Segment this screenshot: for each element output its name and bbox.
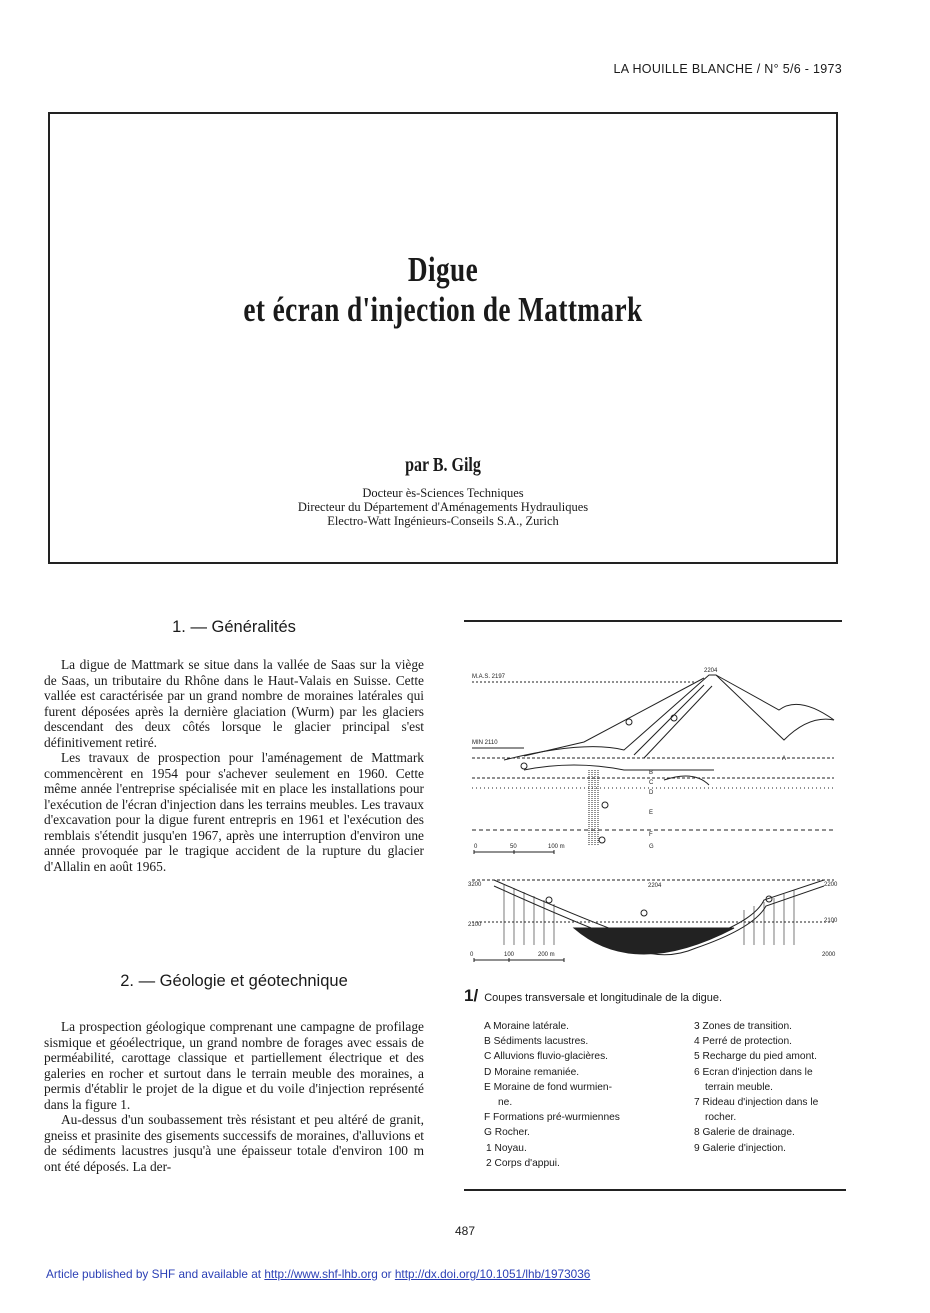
legend-item: F Formations pré-wurmiennes	[484, 1112, 620, 1124]
legend-item: 9 Galerie d'injection.	[694, 1142, 786, 1154]
paragraph: La digue de Mattmark se situe dans la vallée de Saas sur la viège de Saas, un tributaire du Rhône dans le Haut-Valais en Suisse. Cette vallée est caractérisée par un grand nombre de moraines latérales qui furent déposées après la dernière glaciation (Wurm) par les glaciers descendant des deux côtés lorsque le glacier principal s'est définitivement retiré.	[44, 657, 424, 750]
figure-top-rule	[464, 620, 842, 622]
scale2-0: 0	[470, 952, 474, 958]
paragraph: Les travaux de prospection pour l'aménagement de Mattmark commencèrent en 1954 pour s'achever seulement en 1960. Cette même année l'entreprise spécialisée mit en place les installations pour l'exécution de l'écran d'injection dans les terrains meubles. Les travaux d'excavation pour la digue furent entrepris en 1961 et l'exécution des remblais s'étendit jusqu'en 1967, après une interruption d'environ une année provoquée par le tragique accident de la rupture du glacier d'Allalin en août 1965.	[44, 750, 424, 874]
figure-legend-left	[484, 1019, 620, 1171]
legend-item: 4 Perré de protection.	[694, 1036, 792, 1048]
label-min: MIN 2110	[472, 740, 498, 746]
elev-left-top: 3200	[468, 882, 482, 888]
legend-item: 2 Corps d'appui.	[486, 1157, 560, 1169]
legend-item: 3 Zones de transition.	[694, 1021, 792, 1032]
label-crest: 2204	[704, 668, 718, 674]
dam-cross-section-figure	[464, 660, 844, 970]
title-line-2: et écran d'injection de Mattmark	[243, 290, 643, 329]
legend-item: A Moraine latérale.	[484, 1021, 569, 1032]
zone-c: C	[649, 780, 654, 786]
title-line-1: Digue	[407, 250, 479, 289]
elev-right-top: 2200	[824, 882, 838, 888]
zone-g: G	[649, 844, 654, 850]
affiliation-2: Directeur du Département d'Aménagements Hydrauliques	[297, 500, 589, 514]
affiliation-1: Docteur ès-Sciences Techniques	[362, 486, 524, 500]
legend-item: 5 Recharge du pied amont.	[694, 1051, 817, 1063]
zone-f: F	[649, 832, 653, 838]
legend-item: C Alluvions fluvio-glacières.	[484, 1051, 609, 1063]
scale2-200: 200 m	[538, 952, 555, 958]
footer-link-doi[interactable]: http://dx.doi.org/10.1051/lhb/1973036	[394, 1267, 591, 1281]
paragraph: La prospection géologique comprenant une campagne de profilage sismique et géoélectrique, un grand nombre de forages avec essais de perméabilité, carottage classique et partiellement électrique et des galeries en rocher et surtout dans le terrain meuble des moraines, a permis d'établir le projet de la digue et du voile d'injection représenté dans la figure 1.	[44, 1019, 424, 1112]
figure-legend-right	[694, 1019, 818, 1156]
footer-link-shf[interactable]: http://www.shf-lhb.org	[264, 1267, 378, 1281]
zone-b: B	[649, 770, 654, 776]
footer-middle: or	[377, 1267, 395, 1281]
scale1-0: 0	[474, 844, 478, 850]
figure-caption-text: Coupes transversale et longitudinale de la digue.	[484, 992, 723, 1004]
section-heading-2: 2. — Géologie et géotechnique	[120, 972, 348, 990]
legend-item: ne.	[498, 1097, 513, 1109]
scale1-50: 50	[510, 844, 517, 850]
legend-item: 7 Rideau d'injection dans le	[694, 1097, 819, 1109]
journal-header: LA HOUILLE BLANCHE / N° 5/6 - 1973	[613, 62, 842, 76]
label-mas: M.A.S. 2197	[472, 674, 506, 680]
legend-item: G Rocher.	[484, 1127, 530, 1139]
page-number: 487	[454, 1224, 476, 1238]
section-2-body	[44, 1019, 424, 1174]
elev-right-mid: 2100	[824, 918, 838, 924]
elev-right-bot: 2000	[822, 952, 836, 958]
section-1-body	[44, 657, 424, 874]
footer	[46, 1267, 590, 1281]
scale1-100: 100 m	[548, 844, 565, 850]
figure-number: 1/	[464, 986, 479, 1005]
legend-item: 8 Galerie de drainage.	[694, 1127, 795, 1139]
label-crest-2: 2204	[648, 883, 662, 889]
section-heading-1: 1. — Généralités	[172, 618, 296, 636]
zone-a: A	[782, 756, 787, 762]
footer-prefix: Article published by SHF and available at	[46, 1267, 265, 1281]
affiliation-3: Electro-Watt Ingénieurs-Conseils S.A., Zurich	[327, 514, 559, 528]
zone-e: E	[649, 810, 654, 816]
legend-item: 1 Noyau.	[486, 1142, 527, 1154]
legend-item: E Moraine de fond wurmien-	[484, 1081, 612, 1093]
legend-item: rocher.	[705, 1112, 737, 1124]
legend-item: D Moraine remaniée.	[484, 1066, 580, 1078]
figure-caption	[464, 986, 722, 1006]
title-box	[48, 112, 838, 564]
paragraph: Au-dessus d'un soubassement très résistant et peu altéré de granit, gneiss et prasinite des gisements successifs de moraines, d'alluvions et de sédiments lacustres jusqu'à une épaisseur totale d'environ 100 m ont été déposés. La der-	[44, 1112, 424, 1174]
legend-item: terrain meuble.	[705, 1081, 773, 1093]
legend-item: 6 Ecran d'injection dans le	[694, 1066, 813, 1078]
legend-item: B Sédiments lacustres.	[484, 1036, 589, 1048]
zone-d: D	[649, 790, 654, 796]
figure-bottom-rule	[464, 1189, 846, 1191]
author-byline: par B. Gilg	[405, 454, 481, 476]
scale2-100: 100	[504, 952, 515, 958]
elev-left-mid: 2100	[468, 922, 482, 928]
